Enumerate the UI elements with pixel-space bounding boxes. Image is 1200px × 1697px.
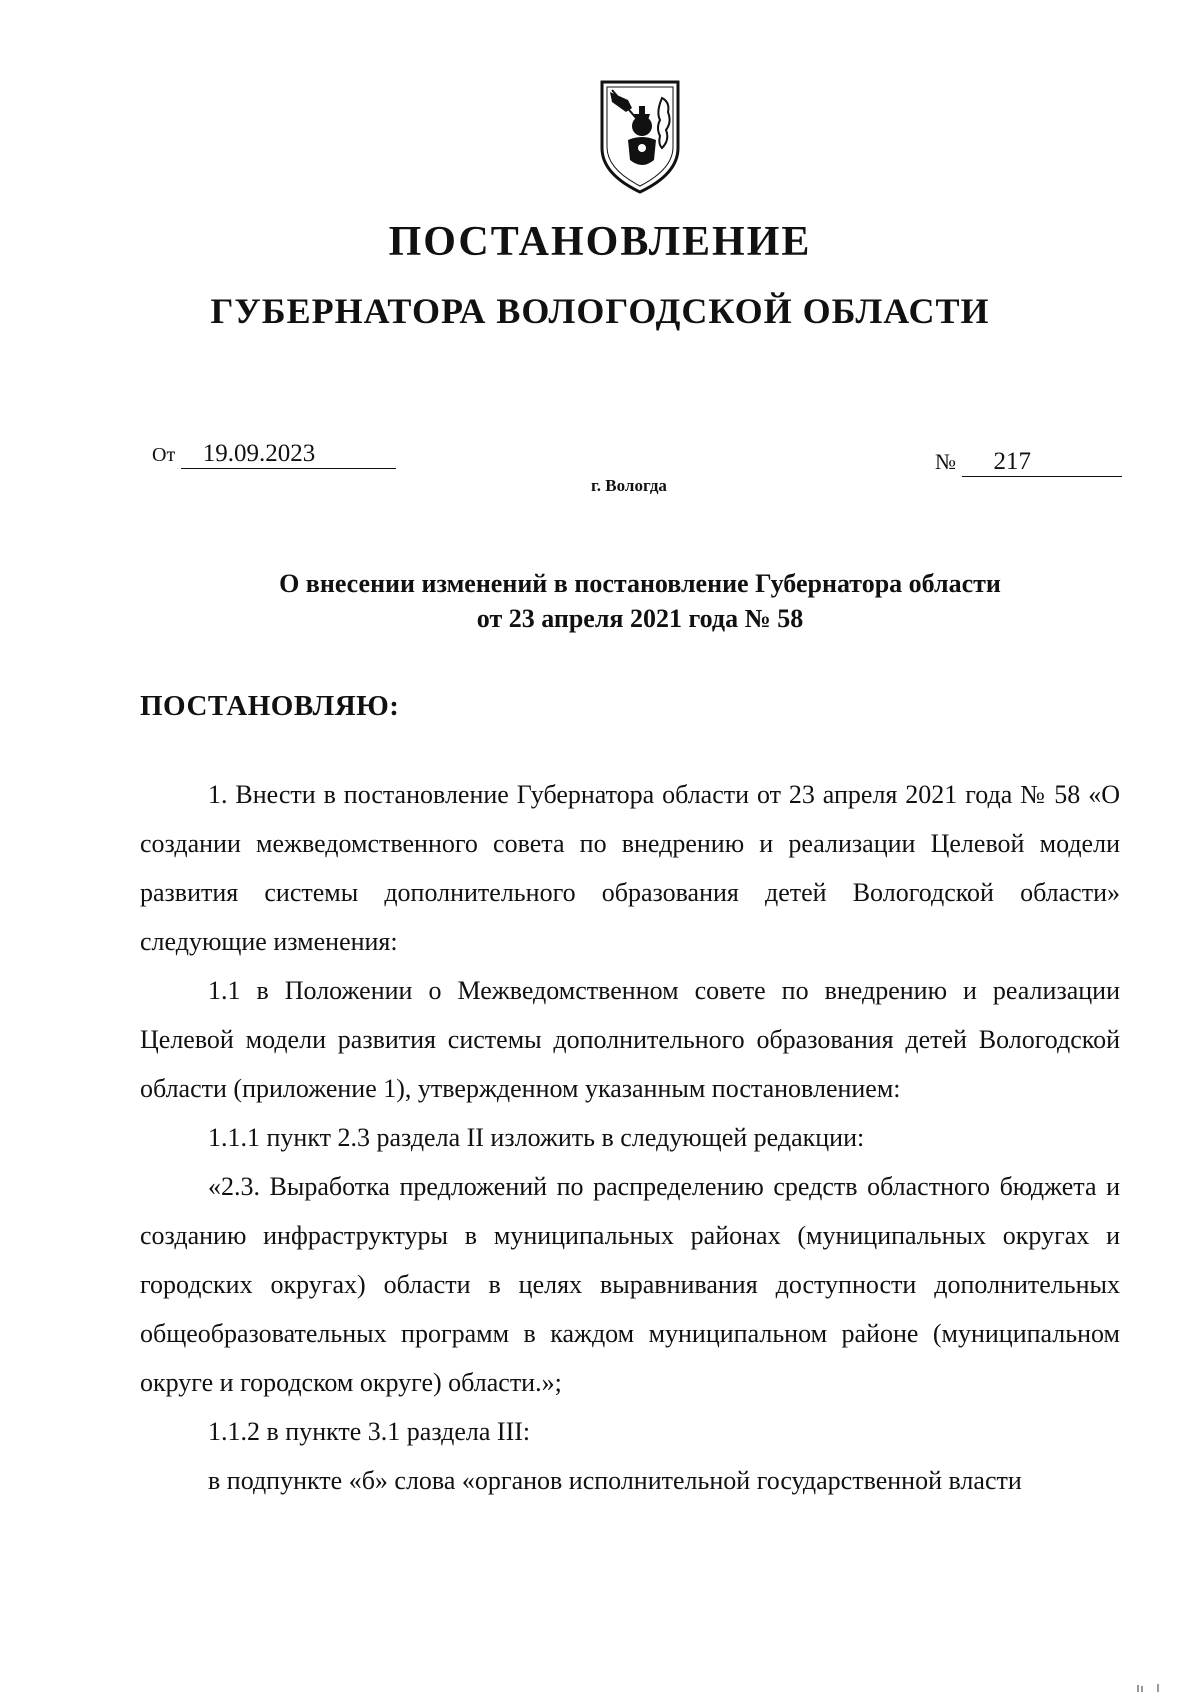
document-subject [190, 566, 1090, 636]
document-title: ПОСТАНОВЛЕНИЕ [388, 219, 812, 265]
paragraph: 1.1 в Положении о Межведомственном совете по внедрению и реализации Целевой модели развития системы дополнительного образования детей Вологодской области (приложение 1), утвержденном указанным постановлением: [140, 976, 1120, 1103]
paragraph: «2.3. Выработка предложений по распределению средств областного бюджета и созданию инфраструктуры в муниципальных районах (муниципальных округах и городских округах) области в целях выравнивания доступности дополнительных общеобразовательных программ в каждом муниципальном районе (муниципальном округе и городском округе) области.»; [140, 1172, 1120, 1397]
paragraph: 1.1.2 в пункте 3.1 раздела III: [208, 1417, 531, 1446]
number-value: 217 [962, 448, 1122, 477]
paragraph: 1. Внести в постановление Губернатора области от 23 апреля 2021 года № 58 «О создании межведомственного совета по внедрению и реализации Целевой модели развития системы дополнительного образования детей Вологодской области» следующие изменения: [140, 780, 1120, 956]
subject-line-1: О внесении изменений в постановление Губернатора области [279, 569, 1001, 598]
document-subtitle: ГУБЕРНАТОРА ВОЛОГОДСКОЙ ОБЛАСТИ [210, 291, 990, 331]
document-number [935, 448, 1122, 477]
decree-word: ПОСТАНОВЛЯЮ: [140, 690, 400, 722]
paragraph: в подпункте «б» слова «органов исполнительной государственной власти [208, 1466, 1022, 1495]
document-city: г. Вологда [591, 476, 667, 495]
date-prefix: От [152, 444, 176, 466]
document-date [152, 440, 396, 469]
date-value: 19.09.2023 [181, 440, 396, 469]
paragraph: 1.1.1 пункт 2.3 раздела II изложить в следующей редакции: [208, 1123, 865, 1152]
document-body [140, 770, 1120, 1505]
scan-mark-icon [1136, 1683, 1162, 1693]
subject-line-2: от 23 апреля 2021 года № 58 [476, 604, 804, 633]
number-prefix: № [935, 449, 956, 474]
coat-of-arms-emblem [598, 78, 682, 196]
